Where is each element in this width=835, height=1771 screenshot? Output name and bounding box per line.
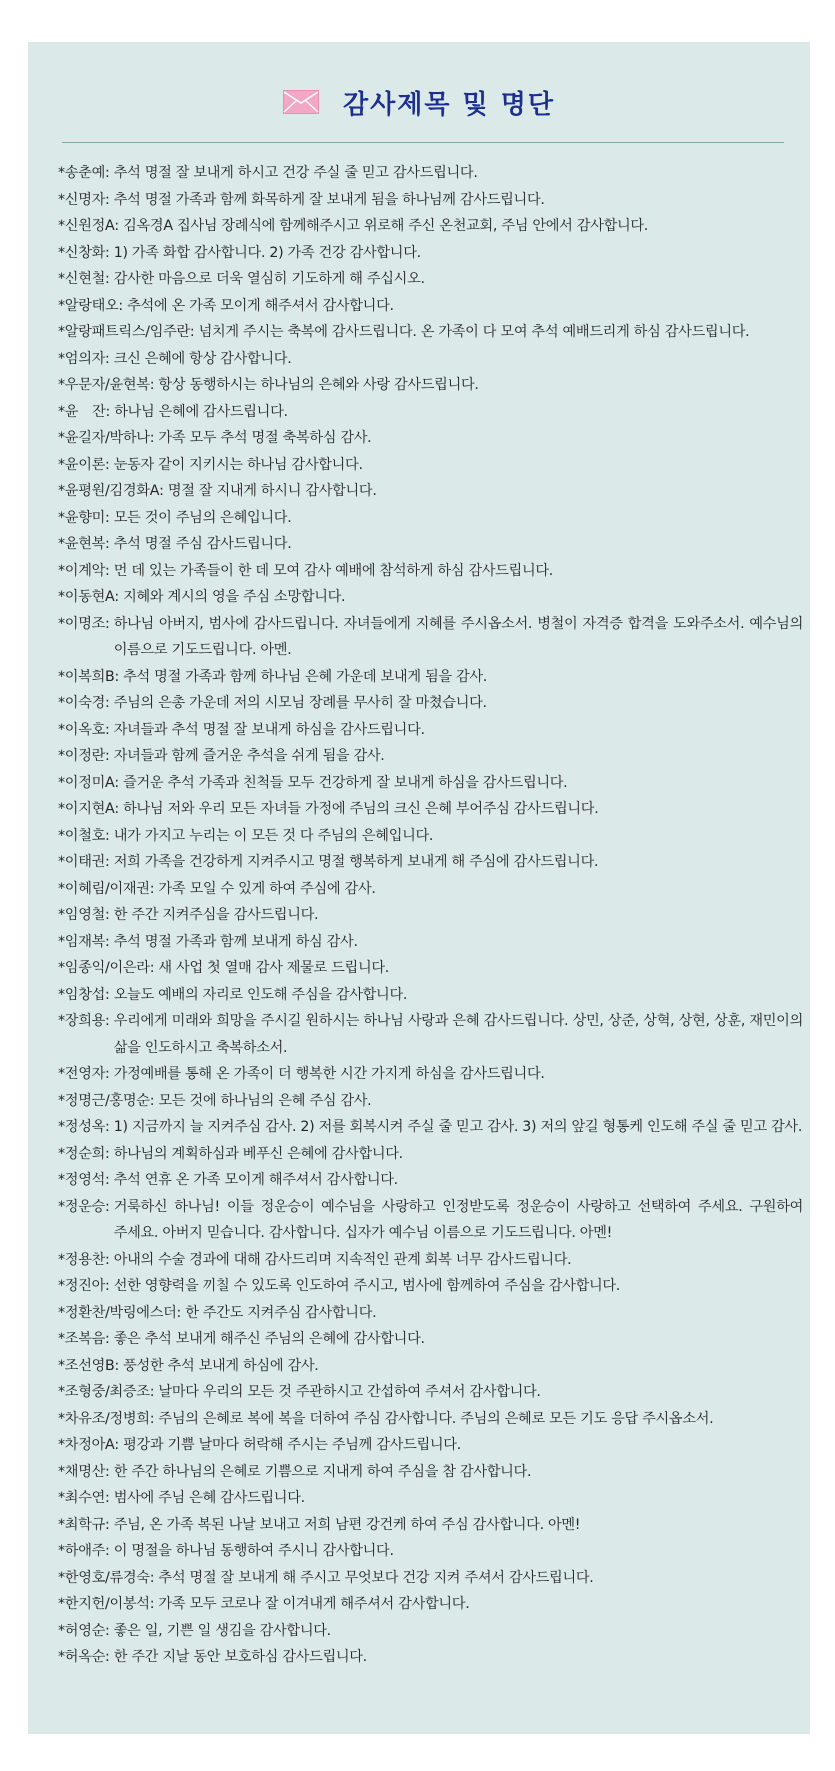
entry-message: 추석 명절 잘 보내게 해 주시고 무엇보다 건강 지켜 주셔서 감사드립니다. [158, 1569, 594, 1586]
list-item [58, 1167, 803, 1194]
entry-separator: : [149, 377, 159, 393]
list-item [58, 213, 803, 240]
entry-name: *윤평원/김경화A [58, 483, 160, 499]
entry-separator: : [105, 456, 114, 473]
list-item [58, 1459, 803, 1486]
entry-name: *신창화 [58, 244, 106, 261]
entry-message: 자녀들과 함께 즐거운 추석을 쉬게 됨을 감사. [113, 748, 385, 764]
entry-name: *최학규 [58, 1516, 106, 1533]
entry-name: *조선영B [58, 1357, 115, 1374]
entry-separator: : [114, 774, 124, 791]
entry-separator: : [105, 1145, 114, 1162]
entry-message: 추석에 온 가족 모이게 해주셔서 감사합니다. [127, 297, 394, 314]
entry-name: *신원정A [58, 218, 115, 234]
list-item [58, 955, 803, 982]
entry-name: *이명조 [58, 615, 106, 632]
entry-name: *하애주 [58, 1543, 106, 1559]
entry-message: 추석 명절 가족과 함께 화목하게 잘 보내게 됨을 하나님께 감사드립니다. [113, 191, 545, 208]
entry-name: *정운승 [58, 1198, 106, 1215]
entry-message: 크신 은혜에 항상 감사합니다. [113, 350, 292, 367]
entry-message: 하나님 은혜에 감사드립니다. [114, 403, 288, 420]
title-divider [62, 142, 784, 143]
entry-name: *이지현A [58, 801, 115, 817]
entry-separator: : [105, 933, 114, 950]
entry-name: *정성옥 [58, 1119, 106, 1135]
entry-name: *이철호 [58, 827, 106, 844]
entry-message: 평강과 기쁨 날마다 허락해 주시는 주님께 감사드립니다. [123, 1437, 461, 1453]
list-item [58, 293, 803, 320]
entry-message: 좋은 일, 기쁜 일 생김을 감사합니다. [113, 1622, 331, 1639]
entry-name: *송춘예 [58, 165, 106, 181]
list-item [58, 1061, 803, 1088]
list-item [58, 1300, 803, 1327]
entry-name: *알랑태오 [58, 297, 119, 314]
entry-name: *차정아A [58, 1437, 115, 1453]
entry-separator: : [105, 748, 114, 764]
entry-name: *임종익/이은라 [58, 960, 150, 976]
list-item [58, 1273, 803, 1300]
entry-separator: : [105, 403, 115, 420]
entry-name: *한영호/류경숙 [58, 1569, 150, 1586]
list-item [58, 1379, 803, 1406]
entry-separator: : [105, 1463, 114, 1480]
entry-message: 내가 가지고 누리는 이 모든 것 다 주님의 은혜입니다. [113, 827, 434, 844]
list-item [58, 1326, 803, 1353]
entry-separator: : [105, 695, 114, 711]
entry-separator: : [176, 1304, 186, 1321]
list-item [58, 690, 803, 717]
entry-message: 명절 잘 지내게 하시니 감사합니다. [167, 483, 377, 499]
list-item [58, 796, 803, 823]
entry-separator: : [105, 1013, 114, 1029]
list-item [58, 1194, 803, 1247]
entry-name: *전영자 [58, 1066, 106, 1082]
list-item [58, 770, 803, 797]
list-item [58, 717, 803, 744]
list-item [58, 399, 803, 426]
entry-name: *조복음 [58, 1331, 106, 1347]
entry-message: 주님의 은혜로 복에 복을 더하여 주심 감사합니다. 주님의 은혜로 모든 기도 응답 주시옵소서. [158, 1410, 714, 1427]
entry-separator: : [114, 668, 124, 685]
entry-message: 날마다 우리의 모든 것 주관하시고 간섭하여 주셔서 감사합니다. [158, 1384, 541, 1400]
list-item [58, 266, 803, 293]
list-item [58, 1591, 803, 1618]
list-item [58, 1512, 803, 1539]
list-item [58, 478, 803, 505]
entry-name: *신명자 [58, 191, 106, 208]
entry-message: 하나님 아버지, 범사에 감사드립니다. 자녀들에게 지혜를 주시옵소서. 병철이 자격증 합격을 도와주소서. 예수님의 이름으로 기도드립니다. 아멘. [113, 615, 803, 658]
entry-name: *알랑패트릭스/임주란 [58, 324, 190, 340]
list-item [58, 584, 803, 611]
list-item [58, 346, 803, 373]
entry-name: *정용찬 [58, 1251, 106, 1268]
entry-message: 추석 명절 주심 감사드립니다. [113, 536, 292, 552]
entry-name: *정영석 [58, 1172, 106, 1188]
entry-message: 오늘도 예배의 자리로 인도해 주심을 감사합니다. [113, 986, 408, 1003]
list-item [58, 187, 803, 214]
entry-message: 범사에 주님 은혜 감사드립니다. [113, 1490, 305, 1506]
entry-separator: : [159, 483, 168, 499]
entry-separator: : [105, 1278, 114, 1294]
entry-separator: : [114, 1357, 124, 1374]
list-item [58, 425, 803, 452]
entry-name: *허옥순 [58, 1649, 106, 1665]
list-item [58, 743, 803, 770]
list-item [58, 558, 803, 585]
envelope-icon [283, 90, 319, 114]
entry-separator: : [105, 854, 114, 870]
entry-message: 아내의 수술 경과에 대해 감사드리며 지속적인 관계 회복 너무 감사드립니다. [113, 1251, 572, 1268]
entry-separator: : [105, 1251, 114, 1268]
entry-separator: : [118, 297, 128, 314]
entry-message: 추석 명절 잘 보내게 하시고 건강 주실 줄 믿고 감사드립니다. [113, 165, 478, 181]
entry-name: *한지헌/이봉석 [58, 1596, 150, 1612]
entry-separator: : [105, 509, 114, 526]
entry-message: 주님의 은총 가운데 저의 시모님 장례를 무사히 잘 마쳤습니다. [113, 695, 487, 711]
entry-message: 가족 모일 수 있게 하여 주심에 감사. [158, 880, 376, 897]
entry-separator: : [114, 218, 124, 234]
entry-name: *허영순 [58, 1622, 106, 1639]
entry-separator: : [105, 1198, 114, 1215]
entry-message: 저희 가족을 건강하게 지켜주시고 명절 행복하게 보내게 해 주심에 감사드립니다. [113, 854, 599, 870]
list-item [58, 823, 803, 850]
entry-separator: : [149, 1410, 159, 1427]
list-item [58, 372, 803, 399]
entry-name: *임재복 [58, 933, 106, 950]
list-item [58, 1008, 803, 1061]
thanks-list [58, 160, 803, 1671]
entry-message: 가족 모두 추석 명절 축복하심 감사. [158, 430, 372, 446]
entry-separator: : [105, 1066, 114, 1082]
entry-message: 하나님 저와 우리 모든 자녀들 가정에 주님의 크신 은혜 부어주심 감사드립니다. [123, 801, 599, 817]
entry-message: 감사한 마음으로 더욱 열심히 기도하게 해 주십시오. [113, 271, 425, 287]
entry-message: 좋은 추석 보내게 해주신 주님의 은혜에 감사합니다. [113, 1331, 425, 1347]
entry-separator: : [105, 1119, 114, 1135]
list-item [58, 1406, 803, 1433]
entry-message: 가족 모두 코로나 잘 이겨내게 해주셔서 감사합니다. [158, 1596, 470, 1612]
entry-separator: : [149, 1569, 159, 1586]
title-row [28, 82, 810, 122]
entry-separator: : [149, 1596, 159, 1612]
entry-message: 주님, 온 가족 복된 나날 보내고 저희 남편 강건케 하여 주심 감사합니다. 아멘! [113, 1516, 581, 1533]
entry-separator: : [189, 324, 199, 340]
list-item [58, 876, 803, 903]
list-item [58, 1088, 803, 1115]
entry-message: 한 주간 하나님의 은혜로 기쁨으로 지내게 하여 주심을 참 감사합니다. [113, 1463, 532, 1480]
entry-separator: : [105, 986, 114, 1003]
entry-name: *엄의자 [58, 350, 106, 367]
entry-message: 김옥경A 집사님 장례식에 함께해주시고 위로해 주신 온천교회, 주님 안에서 감사합니다. [123, 218, 649, 234]
entry-message: 지혜와 계시의 영을 주심 소망합니다. [123, 589, 346, 605]
list-item [58, 1485, 803, 1512]
entry-message: 한 주간 지켜주심을 감사드립니다. [113, 907, 319, 923]
entry-separator: : [105, 1172, 114, 1188]
entry-name: *윤향미 [58, 509, 106, 526]
entry-name: *윤길자/박하나 [58, 430, 150, 446]
entry-name: *이정란 [58, 748, 106, 764]
list-item [58, 929, 803, 956]
list-item [58, 1538, 803, 1565]
entry-message: 추석 명절 가족과 함께 보내게 하심 감사. [113, 933, 358, 950]
entry-message: 즐거운 추석 가족과 친척들 모두 건강하게 잘 보내게 하심을 감사드립니다. [123, 774, 568, 791]
entry-name: *윤이론 [58, 456, 106, 473]
entry-separator: : [105, 1543, 114, 1559]
entry-message: 가정예배를 통해 온 가족이 더 행복한 시간 가지게 하심을 감사드립니다. [113, 1066, 545, 1082]
entry-name: *윤현복 [58, 536, 106, 552]
list-item [58, 1644, 803, 1671]
list-item [58, 1565, 803, 1592]
entry-separator: : [149, 1384, 159, 1400]
entry-message: 자녀들과 추석 명절 잘 보내게 하심을 감사드립니다. [113, 721, 425, 738]
entry-separator: : [149, 960, 159, 976]
entry-separator: : [105, 1490, 114, 1506]
entry-separator: : [114, 801, 124, 817]
entry-message: 한 주간도 지켜주심 감사합니다. [185, 1304, 377, 1321]
entry-message: 항상 동행하시는 하나님의 은혜와 사랑 감사드립니다. [158, 377, 479, 393]
list-item [58, 1247, 803, 1274]
entry-separator: : [105, 191, 114, 208]
entry-name: *윤 잔 [58, 403, 106, 420]
list-item [58, 452, 803, 479]
entry-message: 추석 명절 가족과 함께 하나님 은혜 가운데 보내게 됨을 감사. [123, 668, 487, 685]
entry-separator: : [105, 562, 114, 579]
list-item [58, 1353, 803, 1380]
entry-name: *이복희B [58, 668, 115, 685]
entry-name: *최수연 [58, 1490, 106, 1506]
entry-name: *정순희 [58, 1145, 106, 1162]
entry-name: *이동현A [58, 589, 115, 605]
entry-name: *임영철 [58, 907, 106, 923]
entry-message: 1) 가족 화합 감사합니다. 2) 가족 건강 감사합니다. [113, 244, 421, 261]
entry-separator: : [105, 271, 114, 287]
list-item [58, 664, 803, 691]
entry-message: 넘치게 주시는 축복에 감사드립니다. 온 가족이 다 모여 추석 예배드리게 하심 감사드립니다. [198, 324, 750, 340]
entry-message: 새 사업 첫 열매 감사 제물로 드립니다. [158, 960, 389, 976]
list-item [58, 849, 803, 876]
entry-name: *장희용 [58, 1013, 106, 1029]
entry-separator: : [105, 536, 114, 552]
entry-name: *임창섭 [58, 986, 106, 1003]
entry-separator: : [105, 165, 114, 181]
entry-separator: : [105, 1649, 114, 1665]
entry-message: 1) 지금까지 늘 지켜주심 감사. 2) 저를 회복시켜 주실 줄 믿고 감사. 3) 저의 앞길 형통케 인도해 주실 줄 믿고 감사. [113, 1119, 803, 1135]
list-item [58, 611, 803, 664]
entry-message: 선한 영향력을 끼칠 수 있도록 인도하여 주시고, 범사에 함께하여 주심을 감사합니다. [113, 1278, 621, 1294]
list-item [58, 505, 803, 532]
entry-name: *조형중/최증조 [58, 1384, 150, 1400]
entry-name: *이혜림/이재권 [58, 880, 150, 897]
entry-name: *우문자/윤현복 [58, 377, 150, 393]
list-item [58, 531, 803, 558]
entry-name: *채명산 [58, 1463, 106, 1480]
list-item [58, 1141, 803, 1168]
entry-message: 이 명절을 하나님 동행하여 주시니 감사합니다. [113, 1543, 394, 1559]
list-item [58, 1432, 803, 1459]
entry-separator: : [105, 827, 114, 844]
entry-separator: : [114, 1437, 124, 1453]
entry-separator: : [105, 907, 114, 923]
entry-separator: : [105, 244, 114, 261]
list-item [58, 240, 803, 267]
entry-message: 한 주간 지날 동안 보호하심 감사드립니다. [113, 1649, 367, 1665]
entry-name: *이옥호 [58, 721, 106, 738]
page-title: 감사제목 및 명단 [343, 89, 555, 120]
entry-name: *차유조/정병희 [58, 1410, 150, 1427]
entry-message: 하나님의 계획하심과 베푸신 은혜에 감사합니다. [113, 1145, 403, 1162]
entry-separator: : [105, 1331, 114, 1347]
list-item [58, 160, 803, 187]
entry-message: 모든 것이 주님의 은혜입니다. [113, 509, 292, 526]
entry-message: 먼 데 있는 가족들이 한 데 모여 감사 예배에 참석하게 하심 감사드립니다. [113, 562, 553, 579]
entry-message: 추석 연휴 온 가족 모이게 해주셔서 감사합니다. [113, 1172, 398, 1188]
entry-separator: : [149, 1092, 159, 1109]
list-item [58, 982, 803, 1009]
list-item [58, 902, 803, 929]
entry-name: *정환찬/박링에스더 [58, 1304, 177, 1321]
entry-name: *이정미A [58, 774, 115, 791]
entry-separator: : [149, 430, 159, 446]
entry-separator: : [149, 880, 159, 897]
entry-name: *이계악 [58, 562, 106, 579]
list-item [58, 319, 803, 346]
entry-name: *정진아 [58, 1278, 106, 1294]
content-panel [28, 42, 810, 1734]
entry-separator: : [114, 589, 124, 605]
list-item [58, 1114, 803, 1141]
entry-separator: : [105, 1622, 114, 1639]
entry-message: 풍성한 추석 보내게 하심에 감사. [123, 1357, 319, 1374]
entry-separator: : [105, 615, 114, 632]
entry-separator: : [105, 350, 114, 367]
entry-separator: : [105, 721, 114, 738]
entry-separator: : [105, 1516, 114, 1533]
entry-name: *신현철 [58, 271, 106, 287]
entry-message: 모든 것에 하나님의 은혜 주심 감사. [158, 1092, 372, 1109]
entry-message: 거룩하신 하나님! 이들 정운승이 예수님을 사랑하고 인정받도록 정운승이 사랑하고 선택하여 주세요. 구원하여 주세요. 아버지 믿습니다. 감사합니다. 십자가 예수님 이름으로 기도드립니다. 아멘! [113, 1198, 803, 1241]
entry-message: 우리에게 미래와 희망을 주시길 원하시는 하나님 사랑과 은혜 감사드립니다. 상민, 상준, 상혁, 상현, 상훈, 재민이의 삶을 인도하시고 축복하소서. [113, 1013, 803, 1056]
entry-name: *이태권 [58, 854, 106, 870]
entry-name: *이숙경 [58, 695, 106, 711]
entry-name: *정명근/홍명순 [58, 1092, 150, 1109]
entry-message: 눈동자 같이 지키시는 하나님 감사합니다. [113, 456, 363, 473]
list-item [58, 1618, 803, 1645]
